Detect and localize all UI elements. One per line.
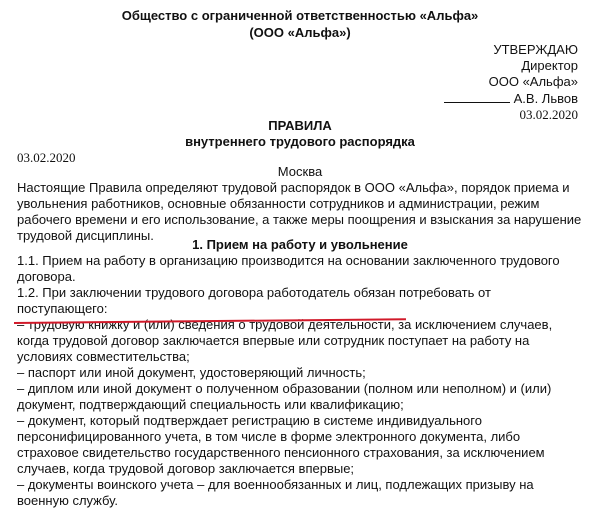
document-date: 03.02.2020 (17, 150, 76, 165)
rules-line: поступающего: (17, 301, 108, 316)
organization-full-name: Общество с ограниченной ответственностью «Альфа» (121, 8, 479, 23)
intro-line: увольнения работников, основные обязанности сотрудников и администрации, режим (17, 196, 540, 211)
approval-position: Директор (521, 58, 578, 73)
rules-line: условиях совместительства; (17, 349, 190, 364)
rules-line: – диплом или иной документ о полученном образовании (полном или неполном) и (или) (17, 381, 552, 396)
organization-short-name: (ООО «Альфа») (249, 25, 351, 40)
rules-line: случаев, когда трудовой договор заключается впервые; (17, 461, 355, 476)
rules-line: – паспорт или иной документ, удостоверяющий личность; (17, 365, 366, 380)
rules-line: страховое свидетельство государственного пенсионного страхования, за исключением (17, 445, 545, 460)
rules-line-highlighted: – трудовую книжку и (или) сведения о трудовой деятельности, за исключением случаев, (17, 317, 553, 332)
rules-line: когда трудовой договор заключается впервые или сотрудник поступает на работу на (17, 333, 530, 348)
rules-line: 1.1. Прием на работу в организацию производится на основании заключенного трудового (17, 253, 560, 268)
document-title: ПРАВИЛА (268, 118, 332, 133)
rules-line: – документы воинского учета – для военнообязанных и лиц, подлежащих призыву на (17, 477, 534, 492)
approval-signature (444, 90, 578, 107)
rules-line: персонифицированного учета, в том числе в форме электронного документа, либо (17, 429, 521, 444)
intro-paragraph (17, 180, 587, 244)
signature-line (444, 90, 510, 103)
intro-line: рабочего времени и его использование, а также меры поощрения и взыскания за нарушение (17, 212, 582, 227)
rules-line: – документ, который подтверждает регистрацию в системе индивидуального (17, 413, 482, 428)
document-city: Москва (277, 164, 323, 179)
approval-signer: А.В. Львов (513, 91, 578, 106)
approval-organization: ООО «Альфа» (488, 74, 578, 89)
intro-line: Настоящие Правила определяют трудовой распорядок в ООО «Альфа», порядок приема и (17, 180, 570, 195)
rules-line: документ, подтверждающий специальность или квалификацию; (17, 397, 404, 412)
approval-title: УТВЕРЖДАЮ (493, 42, 578, 57)
rules-line: военную службу. (17, 493, 118, 508)
section-title: 1. Прием на работу и увольнение (192, 237, 408, 252)
rules-line: договора. (17, 269, 76, 284)
approval-date: 03.02.2020 (519, 107, 578, 122)
document-subtitle: внутреннего трудового распорядка (185, 134, 415, 149)
intro-line: трудовой дисциплины. (17, 228, 154, 243)
rules-body (17, 253, 587, 509)
rules-line: 1.2. При заключении трудового договора работодатель обязан потребовать от (17, 285, 491, 300)
